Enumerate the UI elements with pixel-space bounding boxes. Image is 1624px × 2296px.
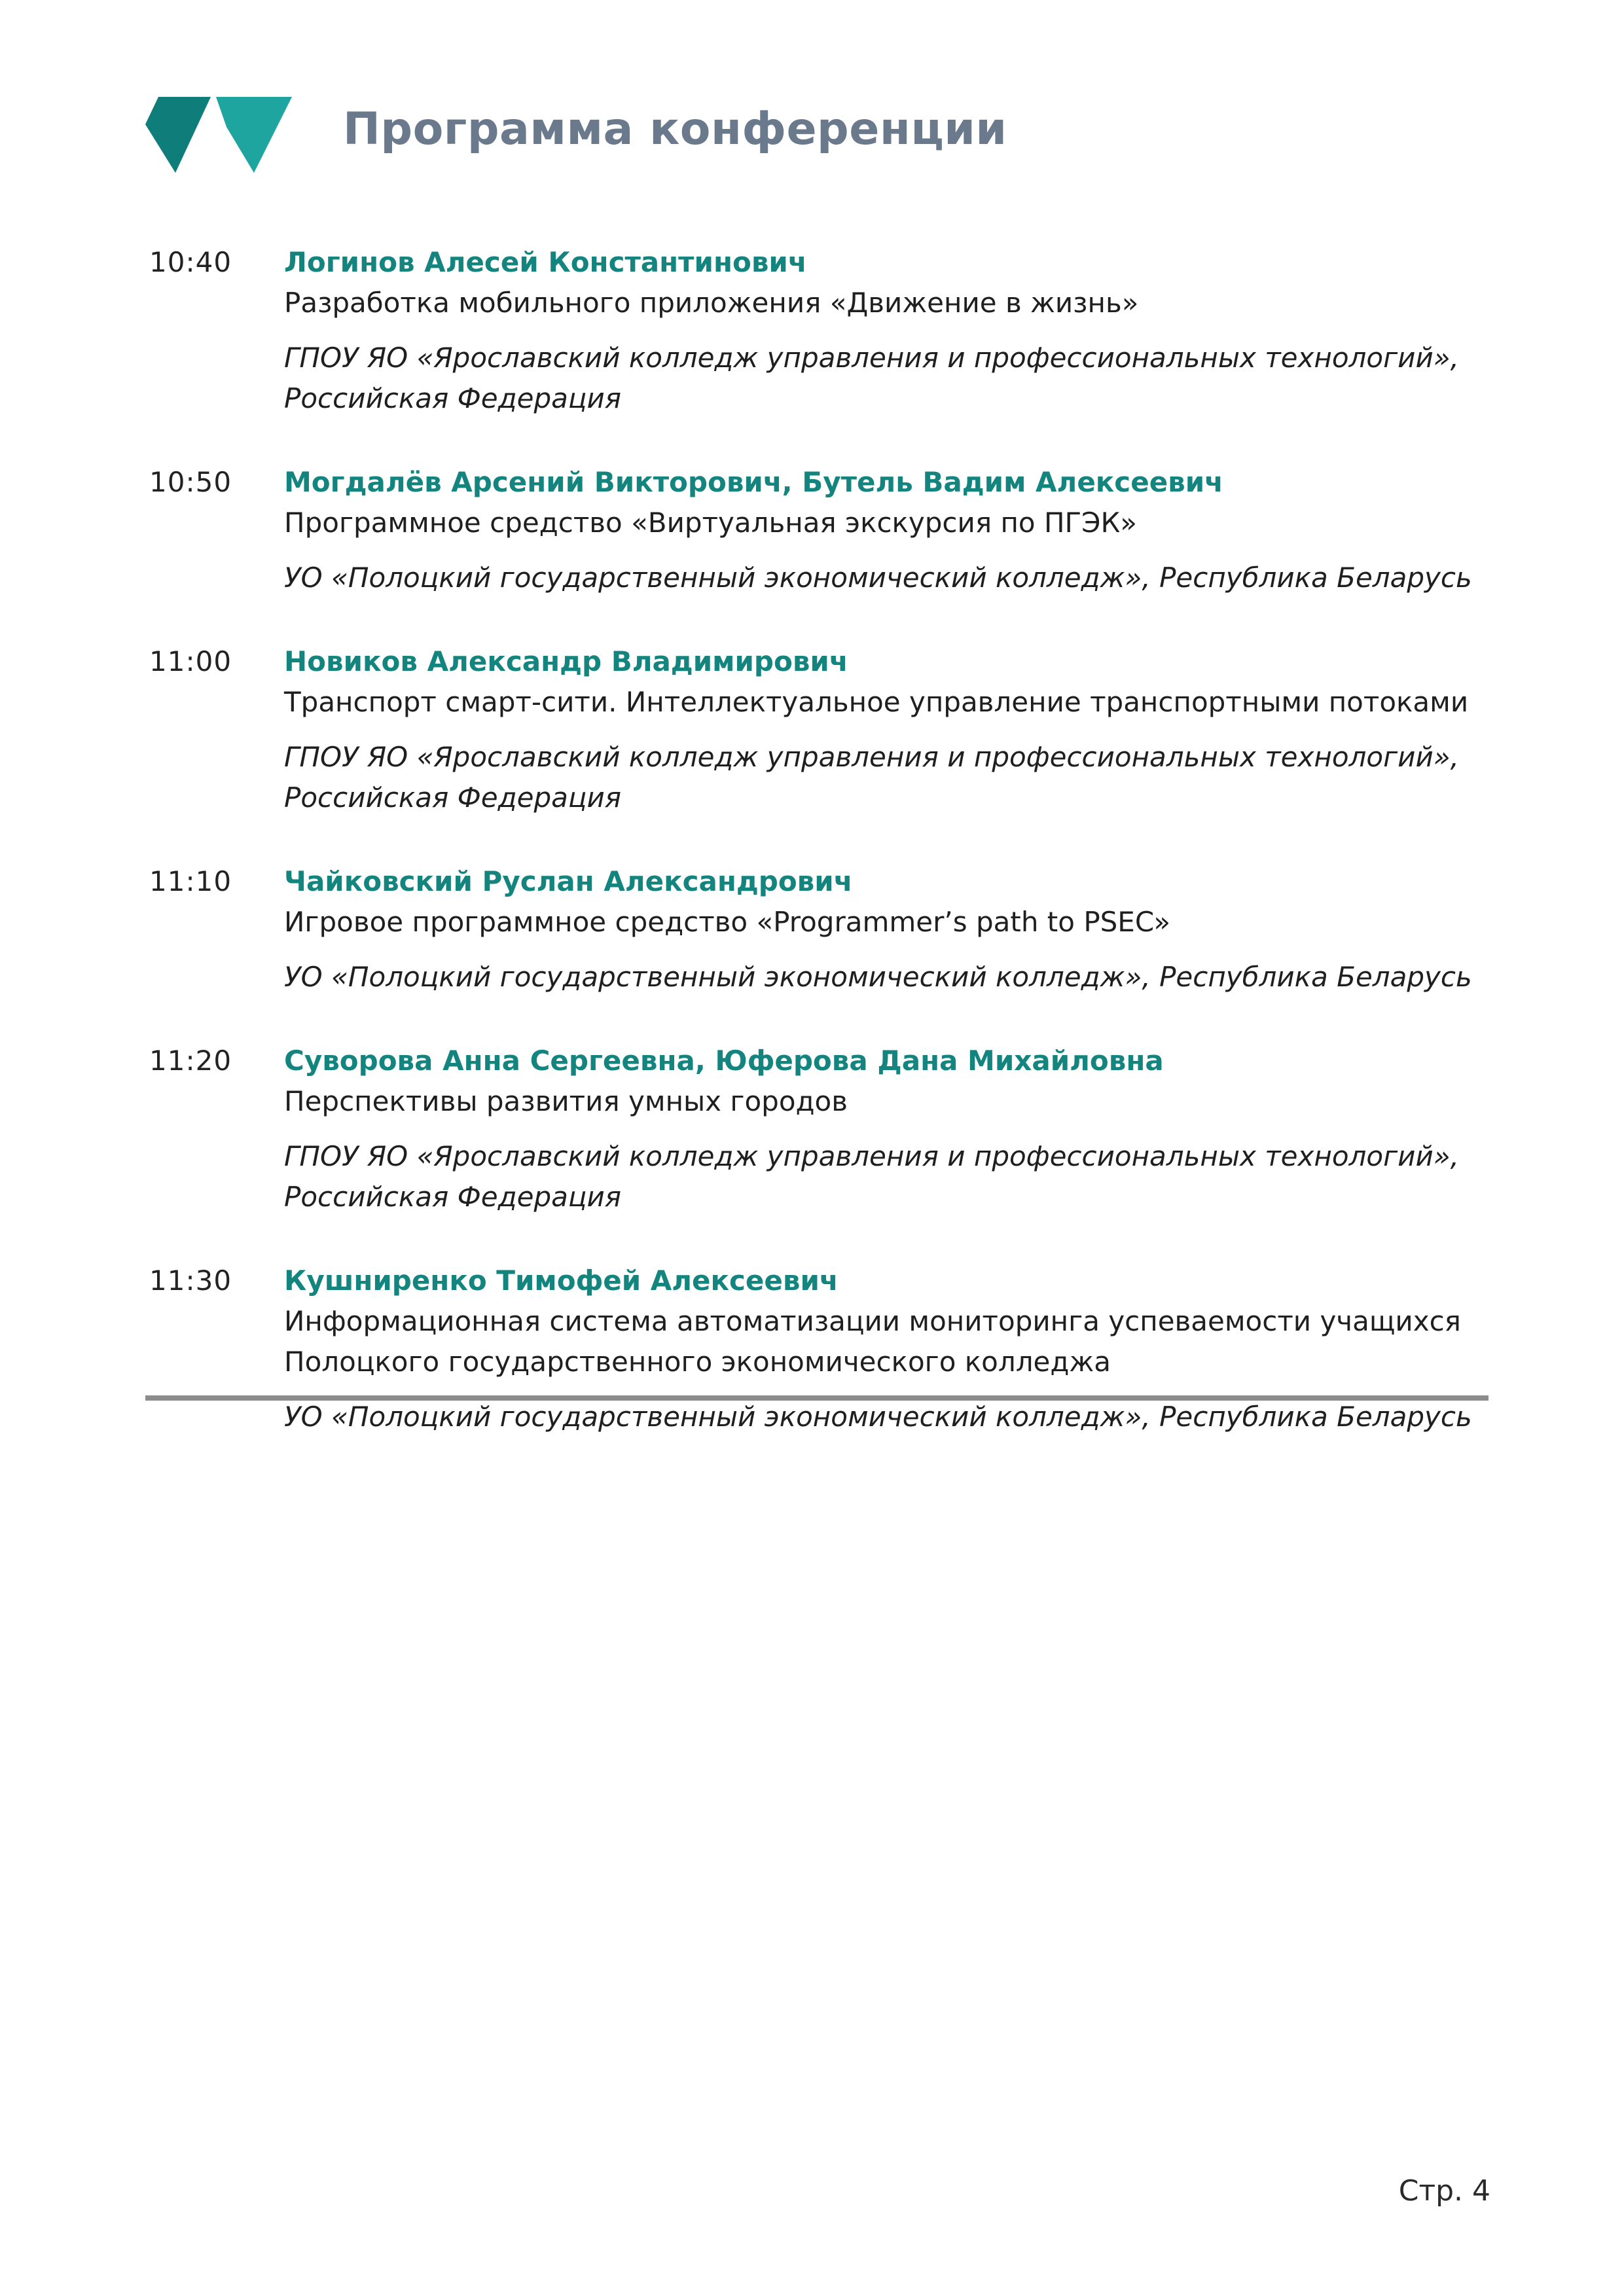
page-number: Стр. 4 (1398, 2174, 1490, 2208)
entry-topic: Перспективы развития умных городов (284, 1085, 848, 1117)
entry-organization: ГПОУ ЯО «Ярославский колледж управления и профессиональных технологий», Российская Федерация (284, 1140, 1460, 1213)
entry-speakers: Чайковский Руслан Александрович (284, 865, 853, 897)
entry-organization: ГПОУ ЯО «Ярославский колледж управления и профессиональных технологий», Российская Федерация (284, 342, 1460, 414)
entry-time: 11:30 (149, 1265, 232, 1297)
schedule-entry (145, 462, 1487, 598)
entry-topic: Информационная система автоматизации мониторинга успеваемости учащихся Полоцкого государственного экономического колледжа (284, 1305, 1461, 1378)
entry-organization: УО «Полоцкий государственный экономический колледж», Республика Беларусь (284, 1401, 1472, 1433)
page-title: Программа конференции (343, 103, 1007, 155)
schedule-entry (145, 1261, 1487, 1437)
schedule-entry (145, 1041, 1487, 1217)
entry-time: 11:00 (149, 645, 232, 677)
entry-topic: Разработка мобильного приложения «Движение в жизнь» (284, 287, 1139, 319)
entry-speakers: Могдалёв Арсений Викторович, Бутель Вадим Алексеевич (284, 466, 1224, 498)
entry-speakers: Суворова Анна Сергеевна, Юферова Дана Михайловна (284, 1045, 1164, 1077)
schedule-entry (145, 641, 1487, 818)
entry-speakers: Новиков Александр Владимирович (284, 645, 848, 677)
entry-organization: ГПОУ ЯО «Ярославский колледж управления и профессиональных технологий», Российская Федерация (284, 741, 1460, 814)
schedule-entry (145, 242, 1487, 419)
schedule-entry (145, 861, 1487, 997)
entry-topic: Игровое программное средство «Programmer’s path to PSEC» (284, 906, 1171, 938)
logo-left-shape (145, 97, 211, 173)
conference-logo (145, 97, 292, 173)
entry-topic: Программное средство «Виртуальная экскурсия по ПГЭК» (284, 507, 1137, 539)
schedule-list (145, 242, 1487, 1437)
entry-organization: УО «Полоцкий государственный экономический колледж», Республика Беларусь (284, 562, 1472, 594)
entry-time: 10:50 (149, 466, 232, 498)
section-divider (145, 1395, 1489, 1401)
logo-right-shape (216, 97, 292, 173)
entry-speakers: Логинов Алесей Константинович (284, 246, 807, 278)
entry-topic: Транспорт смарт-сити. Интеллектуальное управление транспортными потоками (284, 686, 1469, 718)
entry-speakers: Кушниренко Тимофей Алексеевич (284, 1265, 839, 1297)
entry-time: 11:10 (149, 865, 232, 897)
entry-organization: УО «Полоцкий государственный экономический колледж», Республика Беларусь (284, 961, 1472, 993)
entry-time: 11:20 (149, 1045, 232, 1077)
entry-time: 10:40 (149, 246, 232, 278)
